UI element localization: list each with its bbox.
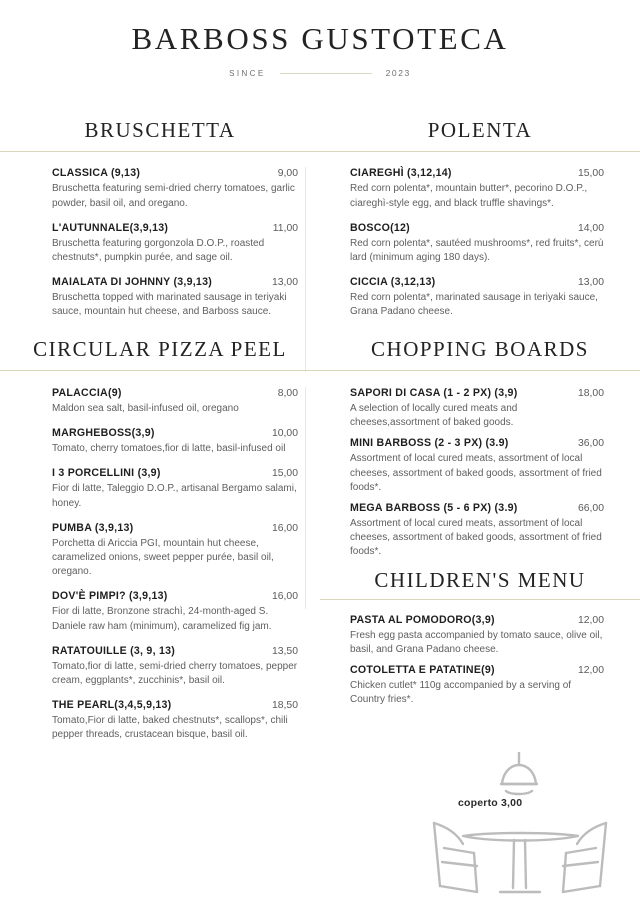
menu-item-price: 16,00 [271, 522, 298, 534]
menu-item-name: L'AUTUNNALE(3,9,13) [52, 221, 169, 234]
menu-item [52, 522, 298, 580]
menu-item [350, 614, 604, 657]
menu-item-description: Porchetta di Ariccia PGI, mountain hut cheese, caramelized onions, sweet pepper purée, basil oil, oregano. [52, 537, 274, 578]
menu-item-name: PALACCIA(9) [52, 387, 122, 399]
column-circular-pizza-peel [0, 387, 320, 753]
menu-item-head [350, 167, 604, 179]
menu-item [350, 387, 604, 430]
band-headings [0, 337, 640, 370]
menu-item-description: Red corn polenta*, marinated sausage in teriyaki sauce, Grana Padano cheese. [350, 292, 598, 318]
chair-left-front-leg-icon [474, 853, 477, 892]
chair-right-arm-icon [566, 848, 596, 853]
column-chopping-boards [320, 387, 640, 753]
menu-item-price: 16,00 [271, 591, 298, 603]
menu-item [52, 590, 298, 633]
band-bruschetta-polenta [0, 118, 640, 152]
chair-left-base-icon [440, 886, 477, 892]
menu-item-price: 9,00 [277, 168, 298, 180]
menu-item-price: 13,50 [271, 645, 298, 657]
table-and-chairs-sketch [430, 752, 610, 900]
menu-item-price: 14,00 [577, 222, 604, 234]
menu-item-description: Bruschetta featuring semi-dried cherry tomatoes, garlic powder, basil oil, and oregano. [52, 183, 295, 209]
menu-item-name: I 3 PORCELLINI (3,9) [52, 467, 161, 480]
menu-item-price: 10,00 [271, 428, 298, 440]
menu-item-price: 13,00 [271, 277, 298, 289]
band-headings [0, 118, 640, 151]
menu-item-name: PASTA AL POMODORO(3,9) [350, 613, 495, 626]
menu-item-head [52, 522, 298, 534]
lamp-shade-icon [502, 765, 536, 784]
menu-item-head [350, 614, 604, 626]
column-polenta [320, 167, 640, 330]
menu-item-description: Red corn polenta*, mountain butter*, pecorino D.O.P., ciareghì-style egg, and black truffle shavings*. [350, 183, 588, 209]
menu-item-head [52, 699, 298, 711]
columns-row-one [0, 167, 640, 330]
chair-left-backrest-icon [434, 823, 463, 844]
section-heading-bruschetta: BRUSCHETTA [84, 118, 236, 143]
since-year: 2023 [385, 68, 411, 79]
chair-left-seat-icon [442, 862, 477, 866]
menu-item-name: DOV'È PIMPI? (3,9,13) [52, 590, 168, 603]
menu-item-name: COTOLETTA E PATATINE(9) [350, 664, 495, 677]
chair-right-base-icon [563, 886, 600, 892]
chair-right-front-leg-icon [563, 853, 566, 892]
section-rule-childrens [320, 599, 640, 600]
menu-item-price: 66,00 [577, 502, 604, 514]
menu-item-head [350, 276, 604, 288]
menu-item [52, 387, 298, 416]
menu-item-head [52, 276, 298, 288]
table-top-icon [463, 833, 578, 841]
menu-item-name: BOSCO(12) [350, 221, 410, 234]
menu-item-name: CIAREGHÌ (3,12,14) [350, 167, 452, 180]
chair-right-seat-icon [563, 862, 598, 866]
chair-right-backrest-icon [577, 823, 606, 844]
menu-item-name: PUMBA (3,9,13) [52, 521, 134, 534]
section-heading-childrens-menu: CHILDREN'S MENU [374, 567, 586, 592]
band-childrens-menu [320, 568, 640, 600]
menu-item [52, 467, 298, 510]
menu-item [350, 167, 604, 210]
section-heading-polenta: POLENTA [427, 118, 533, 143]
menu-item-description: Fior di latte, Bronzone strachì, 24-month-aged S. Daniele raw ham (minimum), caramelized fig jam. [52, 606, 272, 632]
menu-item-head [350, 387, 604, 399]
columns-row-two [0, 387, 640, 753]
menu-item-name: CLASSICA (9,13) [52, 167, 141, 180]
column-divider-bottom [305, 387, 306, 609]
lamp-glow-icon [506, 791, 532, 794]
table-leg-right-icon [525, 840, 526, 888]
menu-item-name: MINI BARBOSS (2 - 3 PX) (3.9) [350, 437, 509, 450]
page-title: BARBOSS GUSTOTECA [131, 21, 509, 56]
childrens-items [350, 614, 604, 708]
menu-item-head [350, 222, 604, 234]
masthead [0, 0, 640, 78]
menu-item [350, 222, 604, 265]
section-rule-middle [0, 370, 640, 371]
menu-item [350, 276, 604, 319]
menu-item-description: Red corn polenta*, sautéed mushrooms*, red fruits*, cerù lard (minimum aging 180 days). [350, 237, 604, 264]
menu-item [52, 276, 298, 319]
menu-item-name: SAPORI DI CASA (1 - 2 PX) (3,9) [350, 387, 518, 399]
menu-item-price: 12,00 [577, 665, 604, 677]
since-label: SINCE [229, 68, 266, 78]
chair-left-back-icon [434, 823, 440, 886]
menu-item [52, 167, 298, 210]
menu-item [52, 222, 298, 265]
chair-left-arm-icon [444, 848, 474, 853]
menu-item-price: 18,00 [577, 388, 604, 399]
menu-item-head [52, 387, 298, 399]
menu-item-head [350, 502, 604, 514]
menu-item [350, 664, 604, 707]
menu-item-head [350, 664, 604, 676]
column-bruschetta [0, 167, 320, 330]
menu-item-description: Bruschetta topped with marinated sausage in teriyaki sauce, mountain hut cheese, and Barboss sauce. [52, 292, 287, 318]
band-pizza-boards [0, 337, 640, 371]
menu-item-description: Assortment of local cured meats, assortment of local cheeses, assortment of baked goods, assortment of fried foods*. [350, 453, 602, 493]
menu-item-description: Fior di latte, Taleggio D.O.P., artisanal Bergamo salami, honey. [52, 483, 297, 509]
menu-item-price: 15,00 [271, 468, 298, 480]
menu-item [52, 645, 298, 688]
menu-item-price: 18,50 [271, 700, 298, 712]
menu-item [52, 427, 298, 456]
section-heading-chopping-boards: CHOPPING BOARDS [371, 336, 589, 361]
menu-item-description: Chicken cutlet* 110g accompanied by a serving of Country fries*. [350, 680, 572, 706]
menu-item-head [52, 222, 298, 234]
since-row [0, 68, 640, 78]
menu-item-name: THE PEARL(3,4,5,9,13) [52, 699, 172, 712]
menu-item-name: CICCIA (3,12,13) [350, 276, 436, 289]
menu-item-name: MARGHEBOSS(3,9) [52, 427, 155, 440]
menu-item-price: 11,00 [272, 222, 298, 234]
since-divider [280, 73, 372, 74]
menu-item-price: 15,00 [577, 168, 604, 180]
menu-item-head [52, 467, 298, 479]
menu-item-name: MEGA BARBOSS (5 - 6 PX) (3.9) [350, 501, 518, 514]
menu-item-price: 8,00 [277, 388, 298, 399]
coperto-note: coperto 3,00 [458, 797, 523, 809]
menu-item-description: Bruschetta featuring gorgonzola D.O.P., roasted chestnuts*, pumpkin purée, and sage oil. [52, 237, 265, 264]
menu-item-price: 36,00 [577, 438, 604, 450]
menu-item-name: RATATOUILLE (3, 9, 13) [52, 644, 176, 657]
menu-item-head [350, 437, 604, 449]
menu-item [350, 502, 604, 560]
menu-item-head [52, 427, 298, 439]
chair-right-back-icon [600, 823, 606, 886]
menu-item-description: Assortment of local cured meats, assortment of local cheeses, assortment of baked goods, assortment of fried foods*. [350, 517, 602, 558]
menu-item-head [52, 167, 298, 179]
menu-item [52, 699, 298, 742]
menu-item-description: Tomato, cherry tomatoes,fior di latte, basil-infused oil [52, 443, 286, 455]
menu-item-description: Fresh egg pasta accompanied by tomato sauce, olive oil, basil, and Grana Padano cheese. [350, 629, 603, 656]
menu-item [350, 437, 604, 495]
sketch-svg [430, 752, 610, 900]
menu-item-head [52, 645, 298, 657]
section-rule-top [0, 151, 640, 152]
menu-item-description: Tomato,fior di latte, semi-dried cherry tomatoes, pepper cream, eggplants*, zucchinis*, basil oil. [52, 660, 298, 686]
menu-item-name: MAIALATA DI JOHNNY (3,9,13) [52, 276, 212, 289]
menu-item-price: 13,00 [577, 277, 604, 289]
menu-item-description: A selection of locally cured meats and cheeses,assortment of baked goods. [350, 403, 518, 429]
menu-item-head [52, 590, 298, 602]
section-heading-circular-pizza-peel: CIRCULAR PIZZA PEEL [33, 336, 287, 361]
table-leg-left-icon [513, 840, 514, 888]
menu-item-description: Tomato,Fior di latte, baked chestnuts*, scallops*, chili pepper threads, crustacean bisque, basil oil. [52, 715, 288, 741]
menu-item-description: Maldon sea salt, basil-infused oil, oregano [52, 403, 239, 414]
menu-item-price: 12,00 [577, 614, 604, 626]
